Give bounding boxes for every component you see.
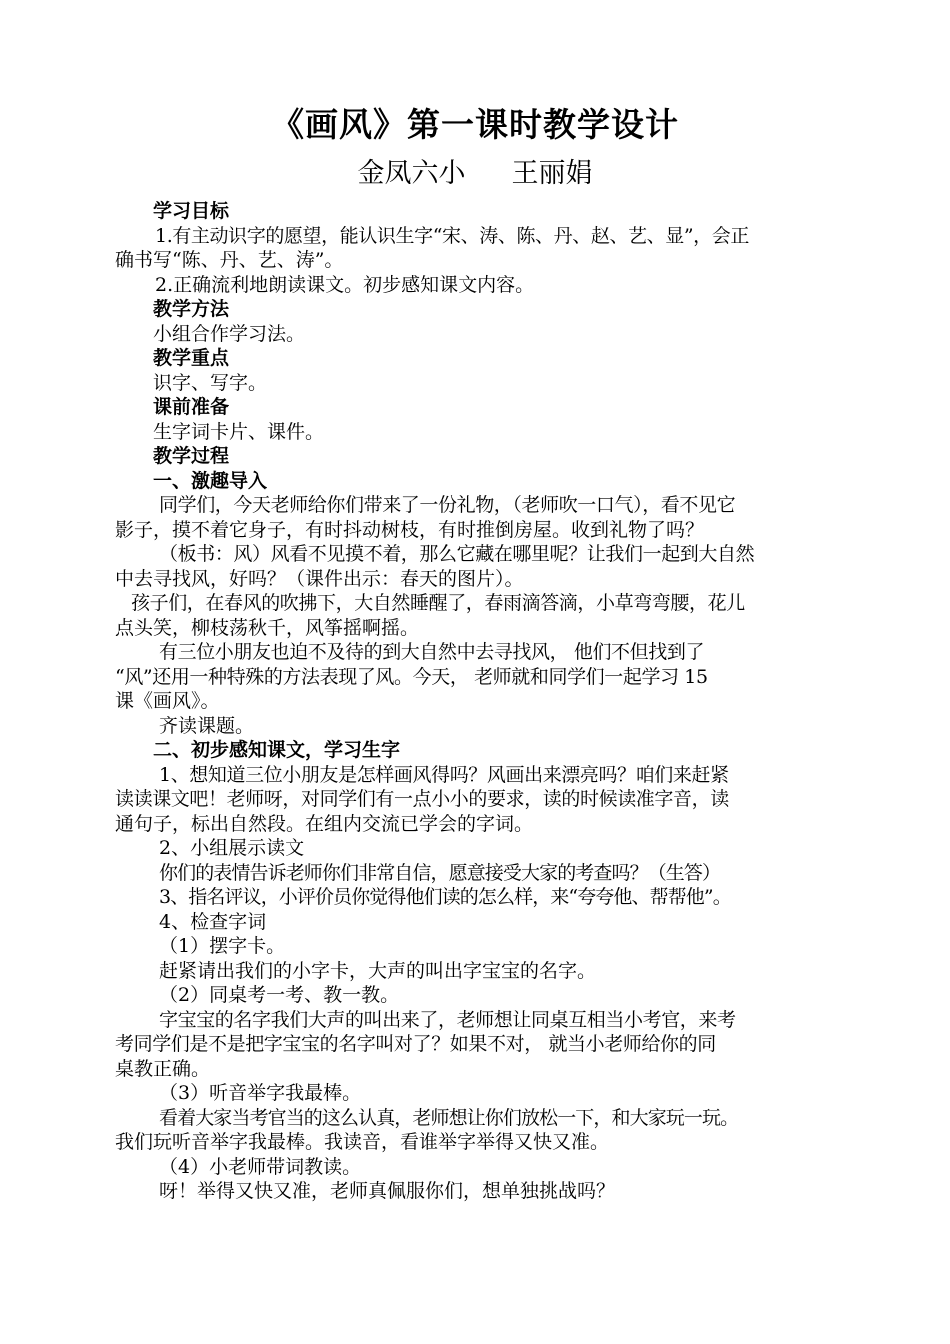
paragraph-line: 2.正确流利地朗读课文。初步感知课文内容。 (155, 273, 535, 296)
paragraph-line: 看着大家当考官当的这么认真，老师想让你们放松一下，和大家玩一玩。 (159, 1106, 739, 1129)
paragraph-line: 课《画风》。 (115, 690, 220, 712)
paragraph-line: 呀！举得又快又准，老师真佩服你们，想单独挑战吗？ (159, 1180, 616, 1202)
paragraph-line: “风”还用一种特殊的方法表现了风。今天， 老师就和同学们一起学习 15 (115, 665, 708, 688)
paragraph-line: 通句子，标出自然段。在组内交流已学会的字词。 (115, 812, 534, 835)
paragraph-line: 影子，摸不着它身子，有时抖动树枝，有时推倒房屋。收到礼物了吗？ (115, 518, 705, 541)
paragraph-line: 1.有主动识字的愿望，能认识生字“宋、涛、陈、丹、赵、艺、显”，会正 (155, 224, 749, 247)
paragraph-line: 齐读课题。 (159, 714, 255, 737)
author-line (0, 152, 950, 196)
subsection-heading-1: 一、激趣导入 (153, 469, 268, 492)
paragraph-line: 2、小组展示读文 (159, 837, 305, 859)
paragraph-line: 中去寻找风，好吗？（课件出示：春天的图片）。 (115, 567, 524, 590)
teacher-name: 王丽娟 (511, 158, 593, 189)
paragraph-line: 生字词卡片、课件。 (153, 420, 325, 443)
paragraph-line: （1）摆字卡。 (159, 935, 286, 957)
section-heading-prep: 课前准备 (153, 396, 230, 418)
paragraph-line: 你们的表情告诉老师你们非常自信，愿意接受大家的考查吗？（生答） (159, 861, 721, 884)
page-title: 《画风》第一课时教学设计 (271, 105, 679, 144)
paragraph-line: （3）听音举字我最棒。 (159, 1082, 362, 1104)
paragraph-line: 4、检查字词 (159, 910, 267, 933)
document-body (115, 199, 850, 1204)
section-heading-process: 教学过程 (153, 445, 230, 467)
paragraph-line: 3、指名评议，小评价员你觉得他们读的怎么样，来“夸夸他、帮帮他”。 (159, 886, 731, 908)
paragraph-line: 考同学们是不是把字宝宝的名字叫对了？如果不对， 就当小老师给你的同 (115, 1033, 716, 1055)
paragraph-line: 读读课文吧！老师呀，对同学们有一点小小的要求，读的时候读准字音，读 (115, 788, 729, 810)
paragraph-line: 孩子们，在春风的吹拂下，大自然睡醒了，春雨滴答滴，小草弯弯腰，花儿 (131, 592, 745, 614)
paragraph-line: 字宝宝的名字我们大声的叫出来了，老师想让同桌互相当小考官，来考 (159, 1008, 736, 1031)
paragraph-line: （2）同桌考一考、教一教。 (159, 984, 400, 1006)
paragraph-line: 小组合作学习法。 (153, 322, 306, 345)
paragraph-line: 同学们，今天老师给你们带来了一份礼物，（老师吹一口气），看不见它 (159, 494, 736, 516)
paragraph-line: （4）小老师带词教读。 (159, 1155, 362, 1178)
paragraph-line: 我们玩听音举字我最棒。我读音，看谁举字举得又快又准。 (115, 1131, 610, 1153)
paragraph-line: 识字、写字。 (153, 371, 268, 394)
paragraph-line: 赶紧请出我们的小字卡，大声的叫出字宝宝的名字。 (159, 959, 597, 982)
paragraph-line: 点头笑，柳枝荡秋千，风筝摇啊摇。 (115, 616, 420, 639)
paragraph-line: 桌教正确。 (115, 1057, 211, 1080)
school-name: 金凤六小 (357, 158, 466, 189)
section-heading-focus: 教学重点 (153, 347, 230, 369)
paragraph-line: （板书：风）风看不见摸不着，那么它藏在哪里呢？让我们一起到大自然 (159, 543, 755, 565)
paragraph-line: 1、想知道三位小朋友是怎样画风得吗？风画出来漂亮吗？咱们来赶紧 (159, 763, 729, 786)
section-heading-objectives: 学习目标 (153, 200, 230, 222)
paragraph-line: 确书写“陈、丹、艺、涛”。 (115, 249, 344, 271)
subsection-heading-2: 二、初步感知课文，学习生字 (153, 739, 401, 761)
section-heading-method: 教学方法 (153, 298, 230, 320)
paragraph-line: 有三位小朋友也迫不及待的到大自然中去寻找风， 他们不但找到了 (159, 641, 705, 663)
